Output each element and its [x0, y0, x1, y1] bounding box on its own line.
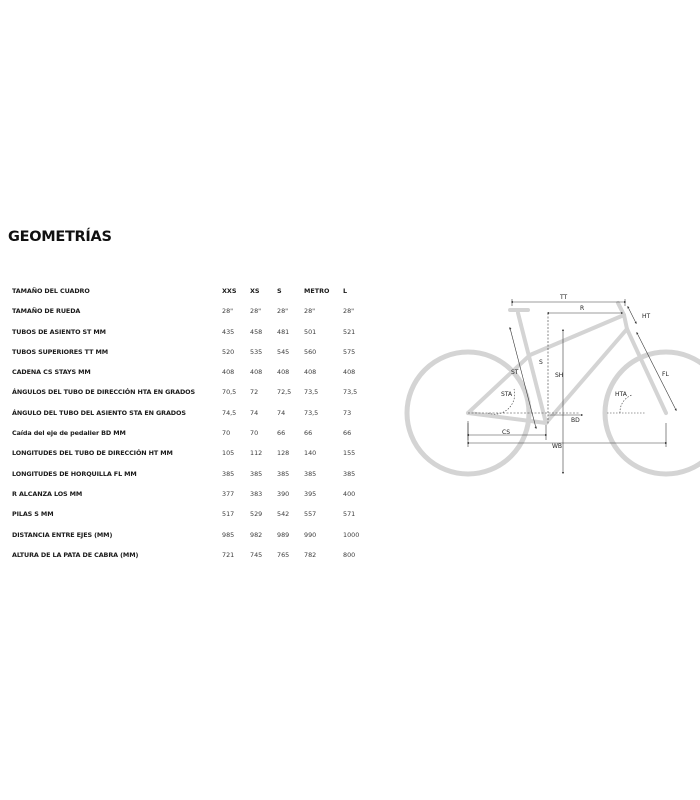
- row-value: 395: [304, 489, 317, 498]
- row-value: 73,5: [343, 388, 358, 397]
- row-value: 745: [250, 550, 263, 559]
- row-label: CADENA CS STAYS MM: [12, 368, 91, 377]
- row-value: 408: [222, 368, 235, 377]
- row-value: 400: [343, 489, 356, 498]
- row-value: 782: [304, 550, 317, 559]
- table-row: [0, 345, 380, 365]
- row-value: 140: [304, 449, 317, 458]
- label-cs: CS: [502, 429, 510, 436]
- table-row: [0, 507, 380, 527]
- row-value: 28": [343, 307, 355, 316]
- row-value: 529: [250, 510, 263, 519]
- row-value: 28": [277, 307, 289, 316]
- row-value: 70: [222, 429, 231, 438]
- row-value: 520: [222, 347, 235, 356]
- row-value: 408: [277, 368, 290, 377]
- row-value: 28": [250, 307, 262, 316]
- table-row: [0, 325, 380, 345]
- table-row: [0, 385, 380, 405]
- label-hta: HTA: [615, 391, 627, 398]
- row-value: 458: [250, 327, 263, 336]
- label-sta: STA: [501, 391, 513, 398]
- header-size-xs: XS: [250, 287, 260, 295]
- row-value: 74,5: [222, 408, 237, 417]
- row-value: 128: [277, 449, 290, 458]
- row-value: 70: [250, 429, 259, 438]
- table-row: [0, 446, 380, 466]
- row-value: 155: [343, 449, 356, 458]
- header-size-xxs: XXS: [222, 287, 237, 295]
- row-value: 112: [250, 449, 263, 458]
- header-frame-size: TAMAÑO DEL CUADRO: [12, 287, 90, 295]
- row-value: 982: [250, 530, 263, 539]
- row-label: TUBOS SUPERIORES TT MM: [12, 347, 108, 356]
- row-value: 800: [343, 550, 356, 559]
- bike-geometry-diagram: [400, 285, 700, 485]
- row-label: PILAS S MM: [12, 510, 54, 519]
- row-value: 542: [277, 510, 290, 519]
- label-st: ST: [511, 369, 519, 376]
- row-label: ALTURA DE LA PATA DE CABRA (MM): [12, 550, 139, 559]
- row-value: 721: [222, 550, 235, 559]
- row-value: 535: [250, 347, 263, 356]
- row-label: TAMAÑO DE RUEDA: [12, 307, 81, 316]
- geometry-table: [0, 284, 380, 568]
- row-value: 73,5: [304, 408, 319, 417]
- table-row: [0, 548, 380, 568]
- row-value: 28": [304, 307, 316, 316]
- row-value: 408: [343, 368, 356, 377]
- row-value: 435: [222, 327, 235, 336]
- row-label: TUBOS DE ASIENTO ST MM: [12, 327, 106, 336]
- row-value: 989: [277, 530, 290, 539]
- label-bd: BD: [571, 417, 580, 424]
- row-value: 385: [343, 469, 356, 478]
- row-value: 74: [277, 408, 286, 417]
- label-wb: WB: [552, 443, 563, 450]
- row-value: 385: [304, 469, 317, 478]
- row-label: LONGITUDES DEL TUBO DE DIRECCIÓN HT MM: [12, 449, 173, 458]
- row-value: 72,5: [277, 388, 292, 397]
- table-row: [0, 365, 380, 385]
- row-value: 66: [343, 429, 352, 438]
- table-row: [0, 304, 380, 324]
- row-value: 557: [304, 510, 317, 519]
- label-ht: HT: [642, 313, 651, 320]
- header-size-s: S: [277, 287, 282, 295]
- row-value: 73: [343, 408, 352, 417]
- label-fl: FL: [662, 371, 669, 378]
- row-value: 66: [277, 429, 286, 438]
- label-s: S: [539, 359, 543, 366]
- row-value: 70,5: [222, 388, 237, 397]
- table-row: [0, 406, 380, 426]
- row-value: 66: [304, 429, 313, 438]
- row-value: 545: [277, 347, 290, 356]
- row-value: 571: [343, 510, 356, 519]
- row-label: ÁNGULO DEL TUBO DEL ASIENTO STA EN GRADOS: [12, 408, 186, 417]
- table-header-row: [0, 284, 380, 304]
- row-value: 575: [343, 347, 356, 356]
- row-value: 385: [222, 469, 235, 478]
- row-value: 1000: [343, 530, 360, 539]
- row-value: 74: [250, 408, 259, 417]
- label-r: R: [580, 305, 585, 312]
- row-value: 560: [304, 347, 317, 356]
- row-value: 765: [277, 550, 290, 559]
- row-value: 408: [250, 368, 263, 377]
- row-value: 383: [250, 489, 263, 498]
- header-size-m: METRO: [304, 287, 330, 295]
- header-size-l: L: [343, 287, 348, 295]
- row-label: LONGITUDES DE HORQUILLA FL MM: [12, 469, 137, 478]
- row-value: 501: [304, 327, 317, 336]
- page-title: GEOMETRÍAS: [8, 229, 112, 245]
- table-row: [0, 426, 380, 446]
- row-value: 985: [222, 530, 235, 539]
- table-row: [0, 487, 380, 507]
- table-row: [0, 528, 380, 548]
- row-value: 517: [222, 510, 235, 519]
- row-value: 481: [277, 327, 290, 336]
- row-value: 73,5: [304, 388, 319, 397]
- row-value: 408: [304, 368, 317, 377]
- row-value: 990: [304, 530, 317, 539]
- row-label: DISTANCIA ENTRE EJES (MM): [12, 530, 113, 539]
- row-label: Caída del eje de pedalier BD MM: [12, 429, 126, 438]
- row-value: 385: [250, 469, 263, 478]
- row-value: 72: [250, 388, 259, 397]
- row-label: R ALCANZA LOS MM: [12, 489, 83, 498]
- label-tt: TT: [560, 294, 568, 301]
- row-value: 390: [277, 489, 290, 498]
- table-row: [0, 467, 380, 487]
- table-body: [0, 304, 380, 568]
- label-sh: SH: [555, 372, 564, 379]
- row-value: 105: [222, 449, 235, 458]
- bike-frame: [468, 303, 666, 423]
- row-value: 28": [222, 307, 234, 316]
- row-value: 521: [343, 327, 356, 336]
- row-value: 377: [222, 489, 235, 498]
- row-value: 385: [277, 469, 290, 478]
- row-label: ÁNGULOS DEL TUBO DE DIRECCIÓN HTA EN GRADOS: [12, 388, 195, 397]
